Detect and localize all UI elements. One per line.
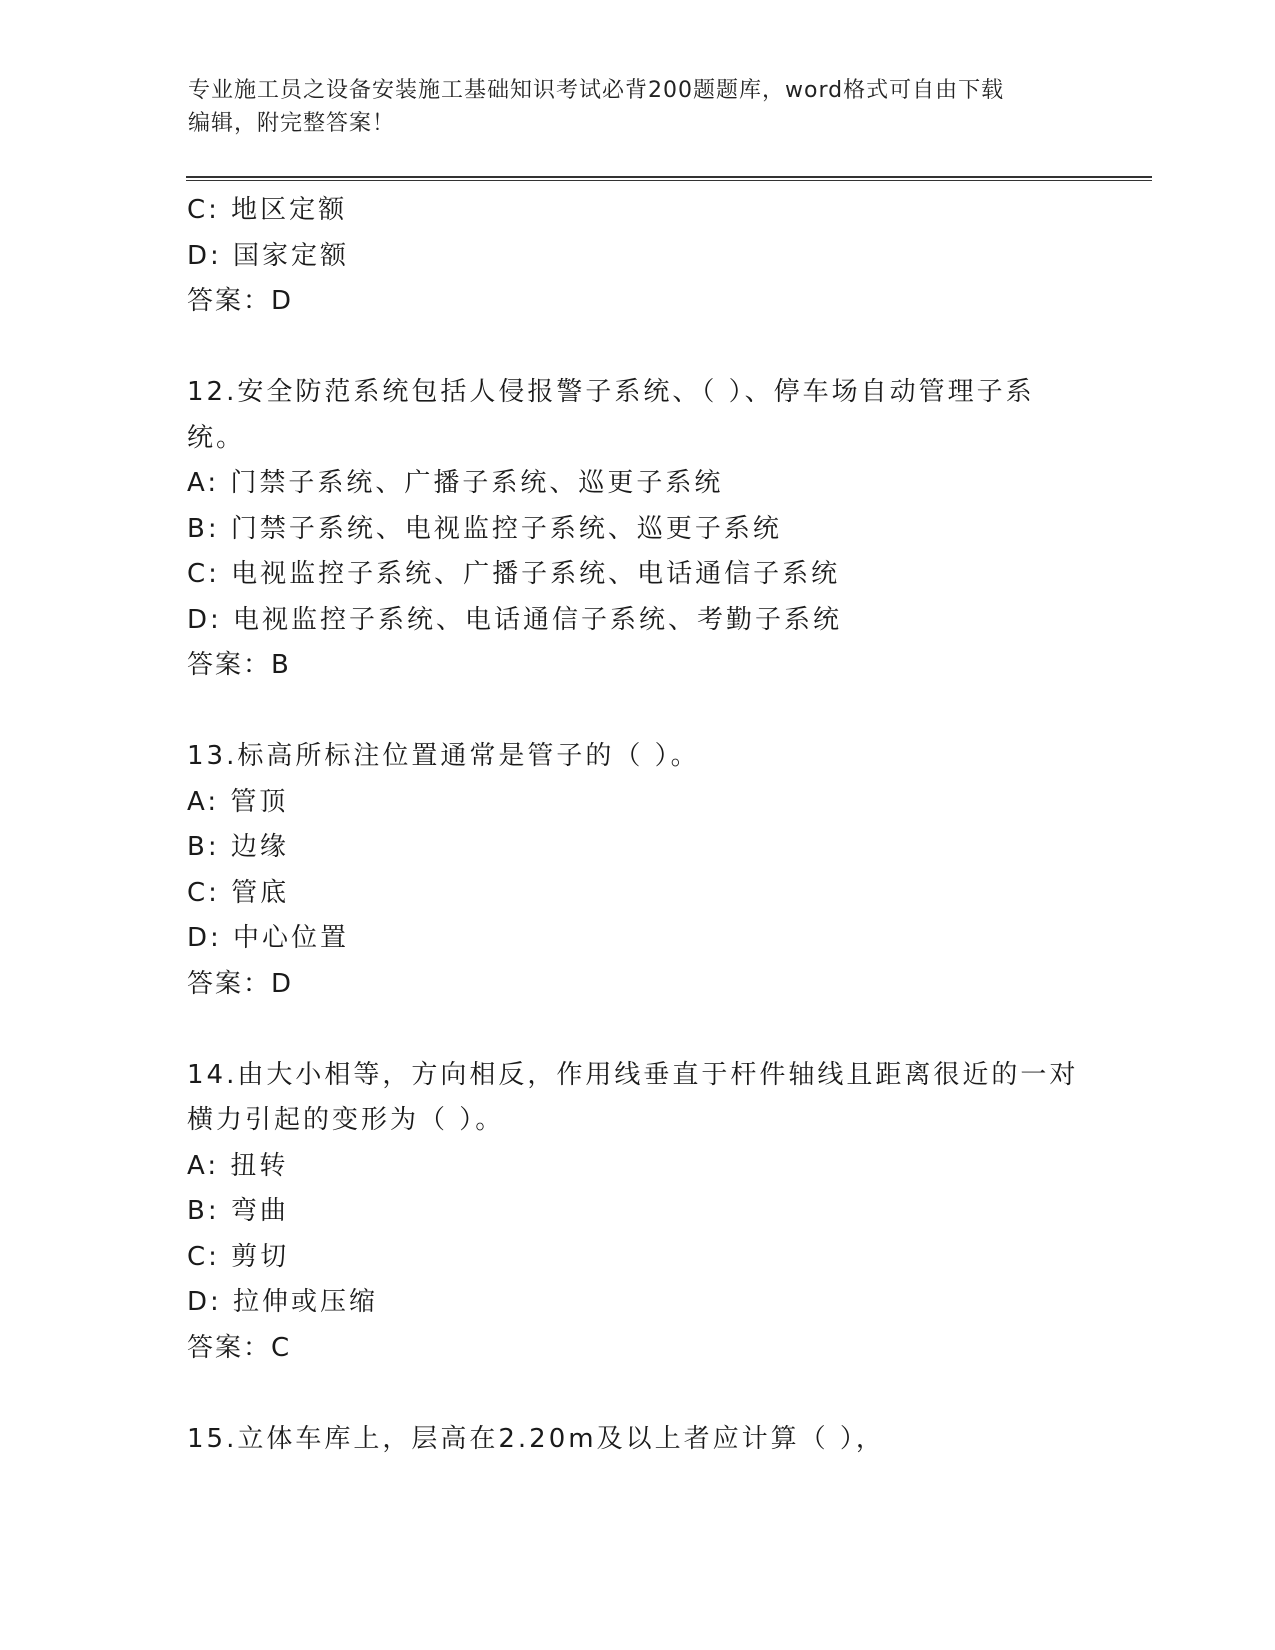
- header-divider: [186, 176, 1152, 181]
- option-a: A: 管顶: [187, 786, 289, 817]
- option-c: C: 电视监控子系统、广播子系统、电话通信子系统: [187, 559, 841, 589]
- option-b: B: 弯曲: [187, 1196, 289, 1226]
- question-stem: 13.标高所标注位置通常是管子的（ ）。: [187, 741, 700, 771]
- question-stem: 14.由大小相等，方向相反，作用线垂直于杆件轴线且距离很近的一对: [187, 1059, 1079, 1090]
- question-stem: 15.立体车库上，层高在2.20m及以上者应计算（ ），: [187, 1423, 885, 1454]
- spacer: [187, 1007, 1087, 1053]
- option-a: A: 门禁子系统、广播子系统、巡更子系统: [187, 468, 724, 498]
- option-d: D: 电视监控子系统、电话通信子系统、考勤子系统: [187, 604, 843, 635]
- question-12: [187, 370, 1087, 689]
- option-b: B: 边缘: [187, 832, 289, 862]
- answer: 答案：B: [187, 650, 291, 680]
- option-a: A: 扭转: [187, 1150, 289, 1181]
- option-b: B: 门禁子系统、电视监控子系统、巡更子系统: [187, 513, 782, 544]
- question-list: [187, 188, 1087, 1462]
- question-stem-continued: 统。: [187, 422, 246, 453]
- answer: 答案：C: [187, 1332, 292, 1363]
- question-stem: 12.安全防范系统包括人侵报警子系统、（ ）、停车场自动管理子系: [187, 377, 1035, 407]
- spacer: [187, 325, 1087, 371]
- option-d: D: 国家定额: [187, 240, 350, 271]
- option-d: D: 中心位置: [187, 923, 350, 953]
- question-14: [187, 1053, 1087, 1372]
- option-d: D: 拉伸或压缩: [187, 1287, 379, 1317]
- option-c: C: 地区定额: [187, 195, 348, 225]
- option-c: C: 管底: [187, 877, 290, 908]
- question-13: [187, 734, 1087, 1007]
- header-title-line-2: 编辑，附完整答案！: [188, 111, 396, 136]
- answer: 答案：D: [187, 968, 294, 999]
- question-stem-continued: 横力引起的变形为（ ）。: [187, 1105, 505, 1135]
- answer: 答案：D: [187, 286, 294, 316]
- question-15: [187, 1417, 1087, 1463]
- document-header: [188, 74, 1088, 140]
- spacer: [187, 1371, 1087, 1417]
- spacer: [187, 689, 1087, 735]
- question-11: [187, 188, 1087, 325]
- header-title-line-1: 专业施工员之设备安装施工基础知识考试必背200题题库，word格式可自由下载: [188, 78, 1005, 103]
- option-c: C: 剪切: [187, 1241, 290, 1272]
